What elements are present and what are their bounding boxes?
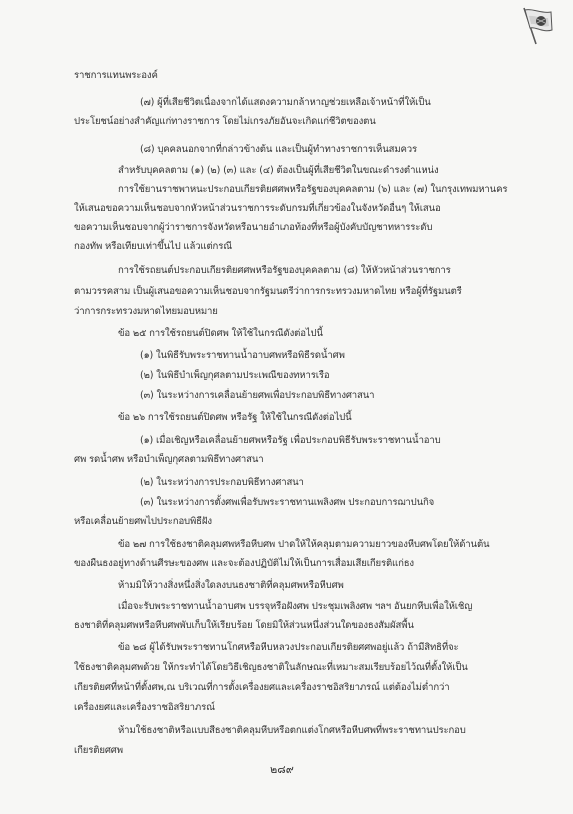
doc-line-13: ข้อ ๒๕ การใช้รถยนต์ปิดศพ ให้ใช้ในกรณีดังต่อไปนี้ (118, 328, 323, 339)
doc-line-32: ห้ามใช้ธงชาติหรือแบบสีธงชาติคลุมหีบหรือตกแต่งโกศหรือหีบศพที่พระราชทานประกอบ (118, 725, 466, 736)
doc-line-4: (๘) บุคคลนอกจากที่กล่าวข้างต้น และเป็นผู้ทำทางราชการเห็นสมควร (140, 144, 418, 155)
doc-line-20: (๒) ในระหว่างการประกอบพิธีทางศาสนา (140, 477, 304, 488)
doc-line-26: เมื่อจะรับพระราชทานน้ำอาบศพ บรรจุหรือฝังศพ ประชุมเพลิงศพ ฯลฯ อันยกหีบเพื่อให้เชิญ (118, 601, 473, 612)
doc-line-18: (๑) เมื่อเชิญหรือเคลื่อนย้ายศพหรือรัฐ เพื่อประกอบพิธีรับพระราชทานน้ำอาบ (140, 435, 441, 446)
doc-line-5: สำหรับบุคคลตาม (๑) (๒) (๓) และ (๔) ต้องเป็นผู้ที่เสียชีวิตในขณะดำรงตำแหน่ง (118, 165, 439, 176)
doc-line-3: ประโยชน์อย่างสำคัญแก่ทางราชการ โดยไม่เกรงภัยอันจะเกิดแก่ชีวิตของตน (74, 116, 376, 127)
doc-line-31: เครื่องยศและเครื่องราชอิสริยาภรณ์ (74, 702, 215, 713)
doc-line-28: ข้อ ๒๘ ผู้ได้รับพระราชทานโกศหรือหีบหลวงประกอบเกียรติยศศพอยู่แล้ว ถ้ามีสิทธิที่จะ (118, 642, 459, 653)
doc-line-2: (๗) ผู้ที่เสียชีวิตเนื่องจากได้แสดงความกล้าหาญช่วยเหลือเจ้าหน้าที่ให้เป็น (140, 97, 431, 108)
doc-line-17: ข้อ ๒๖ การใช้รถยนต์ปิดศพ หรือรัฐ ให้ใช้ในกรณีดังต่อไปนี้ (118, 412, 352, 423)
doc-line-21: (๓) ในระหว่างการตั้งศพเพื่อรับพระราชทานเพลิงศพ ประกอบการฌาปนกิจ (140, 497, 435, 508)
doc-line-16: (๓) ในระหว่างการเคลื่อนย้ายศพเพื่อประกอบพิธีทางศาสนา (140, 390, 375, 401)
doc-line-23: ข้อ ๒๗ การใช้ธงชาติคลุมศพหรือหีบศพ ปาดให้ให้คลุมตามความยาวของหีบศพโดยให้ด้านต้น (118, 539, 490, 550)
doc-line-27: ธงชาติที่คลุมศพหรือหีบศพพับเก็บให้เรียบร้อย โดยมิให้ส่วนหนึ่งส่วนใดของธงสัมผัสพื้น (74, 620, 414, 631)
doc-line-30: เกียรติยศที่หน้าที่ตั้งศพ,ณ บริเวณที่การตั้งเครื่องยศและเครื่องราชอิสริยาภรณ์ แต่ต้องไม่ต่ำกว่า (74, 682, 450, 693)
doc-line-9: กองทัพ หรือเทียบเท่าขึ้นไป แล้วแต่กรณี (74, 241, 232, 252)
doc-line-7: ให้เสนอขอความเห็นชอบจากหัวหน้าส่วนราชการระดับกรมที่เกี่ยวข้องในจังหวัดอื่นๆ ให้เสนอ (74, 203, 441, 214)
doc-line-11: ตามวรรคสาม เป็นผู้เสนอขอความเห็นชอบจากรัฐมนตรีว่าการกระทรวงมหาดไทย หรือผู้ที่รัฐมนตรี (74, 286, 462, 297)
doc-line-1: ราชการแทนพระองค์ (74, 70, 158, 81)
doc-line-25: ห้ามมิให้วางสิ่งหนึ่งสิ่งใดลงบนธงชาติที่คลุมศพหรือหีบศพ (118, 580, 344, 591)
doc-line-15: (๒) ในพิธีบำเพ็ญกุศลตามประเพณีของทหารเรือ (140, 370, 330, 381)
doc-line-8: ขอความเห็นชอบจากผู้ว่าราชการจังหวัดหรือนายอำเภอท้องที่หรือผู้บังคับบัญชาทหารระดับ (74, 222, 433, 233)
doc-line-6: การใช้ยานราชพาหนะประกอบเกียรติยศศพหรือรัฐของบุคคลตาม (๖) และ (๗) ในกรุงเทพมหานคร (118, 184, 508, 195)
doc-line-10: การใช้รถยนต์ประกอบเกียรติยศศพหรือรัฐของบุคคลตาม (๘) ให้หัวหน้าส่วนราชการ (118, 265, 451, 276)
doc-line-24: ของผืนธงอยู่ทางด้านศีรษะของศพ และจะต้องปฏิบัติไม่ให้เป็นการเสื่อมเสียเกียรติแก่ธง (74, 558, 414, 569)
doc-line-19: ศพ รดน้ำศพ หรือบำเพ็ญกุศลตามพิธีทางศาสนา (74, 454, 264, 465)
doc-line-12: ว่าการกระทรวงมหาดไทยมอบหมาย (74, 306, 218, 317)
doc-line-29: ใช้ธงชาติคลุมศพด้วย ให้กระทำได้โดยวิธีเชิญธงชาติในลักษณะที่เหมาะสมเรียบร้อยไว้ณที่ตั้งให้เป็น (74, 662, 468, 673)
doc-line-22: หรือเคลื่อนย้ายศพไปประกอบพิธีฝัง (74, 516, 212, 527)
doc-line-14: (๑) ในพิธีรับพระราชทานน้ำอาบศพหรือพิธีรดน้ำศพ (140, 350, 345, 361)
garuda-flag-emblem-icon (521, 6, 555, 46)
page-number: ๒๘๙ (270, 763, 294, 776)
doc-line-33: เกียรติยศศพ (74, 745, 123, 756)
